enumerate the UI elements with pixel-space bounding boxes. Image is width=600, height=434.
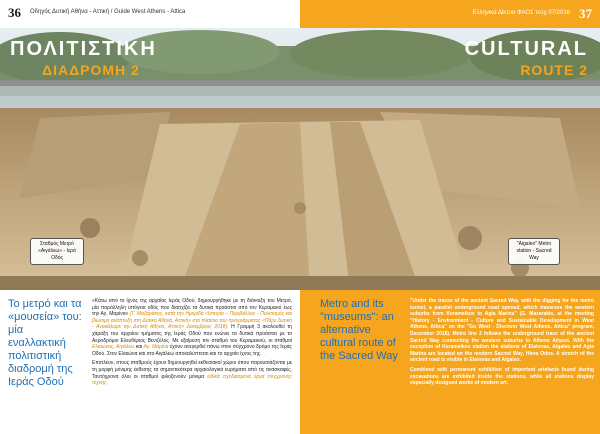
body-greek-p2a: Επιπλέον, στους σταθμούς έχουν δημιουργηθεί εκθεσιακοί χώροι όπου παρουσιάζονται με τη μορφή μόνιμης έκθεσης τα σημαντικότερα αρχαιολογικά ευρήματα από τις ανασκαφές. Ταυτόχρονα όλοι οι σταθμοί φιλοξενούν μόνιμα <box>92 360 292 380</box>
body-greek-p1f: Αγ. Μαρίνα <box>142 344 169 351</box>
title-greek-line2: ΔΙΑΔΡΟΜΗ 2 <box>42 62 140 78</box>
body-english-p1: "Under the traces of the ancient Sacred Way, with the digging for the metro tunnel, a parallel underground road opened, which traverses the western suburbs from Kerameikos to Agia Marina" (G. Mazarakis, at the meeting "History - Environment - Culture and Sustainable Development in West Athens, Attica" on the "Go West - Discover West Athens, Attica" program, December 2018). Metro line 3 follows the underground trace of the ancient Sacred Way connecting the western suburbs to Athens Airport. With the exception of Kerameikos station the stations of Elaionas, Aigaleo and Agia Marina are located on the modern Sacred Way, Hiera Odos. A stretch of the ancient road is visible in Elaionas and Aigaleo. <box>410 298 594 364</box>
body-greek-p1d: Ελαιώνας, Αιγάλεω <box>92 344 135 351</box>
title-greek-line1: ΠΟΛΙΤΙΣΤΙΚΗ <box>10 38 157 60</box>
page-number-left: 36 <box>8 5 21 20</box>
lead-english: Metro and its "museums": an alternative cultural route of the Sacred Way <box>320 298 398 362</box>
running-head-left: Οδηγός Δυτική Αθήνα - Αττική / Guide West Athens - Attica <box>30 9 186 15</box>
body-english-p2: Combined with permanent exhibition of important artefacts found during excavations are exhibited inside the stations, while all stations display especially designed works of modern art. <box>410 366 594 387</box>
body-greek-p1a: «Κάτω από το ίχνος της αρχαίας Ιεράς Οδού, δημιουργήθηκε με τη διάνοιξη του Μετρό, μία παράλληλη υπόγεια οδός που διασχίζει τα δυτικά προάστια από τον Κεραμεικό έως την Αγ. Μαρίνα» <box>92 298 292 318</box>
lead-greek: Το μετρό και τα «μουσεία» του: μία εναλλακτική πολιτιστική διαδρομή της Ιεράς Οδού <box>8 298 82 388</box>
body-english <box>410 298 594 387</box>
body-greek-p1e: και <box>134 344 143 351</box>
running-head-right: Ελληνικά Δίκτυα ΦΑΟ1 τεύχ 07/2016 <box>472 10 570 16</box>
body-greek-p1b: (Γ. Μαζαράκης, κατά την Ημερίδα «Ιστορία – Περιβάλλον - Πολιτισμός και βιώσιμη ανάπτυξη στη Δυτική Αθήνα, Αττική» στο πλαίσιο του προγράμματος «Πάρε Δυτική - Ανακάλυψε την Δυτική Αθήνα, Αττική» Δεκέμβριος 2018). <box>92 311 293 331</box>
body-greek-p1g: έχουν ανεγερθεί πάνω στον σύγχρονο δρόμο της Ιεράς Οδού. Στον Ελαιώνα και στο Αιγάλεω αποκαλύπτεται και το αρχαίο ίχνος της. <box>92 344 292 357</box>
photo-caption-greek: Σταθμός Μετρό «Αιγάλεω» - Ιερά Οδός <box>30 238 84 265</box>
body-greek <box>92 298 292 387</box>
title-english-line2: ROUTE 2 <box>520 62 588 78</box>
body-greek-p2b: ειδικά σχεδιασμένα έργα σύγχρονης τέχνης. <box>92 373 293 387</box>
title-english-line1: CULTURAL <box>464 38 588 60</box>
page-number-right: 37 <box>579 6 592 21</box>
photo-caption-english: "Aigaleo" Metro station - Sacred Way <box>508 238 560 265</box>
body-greek-p1c: Η Γραμμή 3 ακολουθεί τη χάραξη του αρχαίου τμήματος της Ιεράς Οδού που ενώνει τα δυτικά προάστια με το Αεροδρόμιο Ελευθέριος Βενιζέλος. Με εξαίρεση τον σταθμό του Κεραμεικού, οι σταθμοί <box>92 324 292 344</box>
